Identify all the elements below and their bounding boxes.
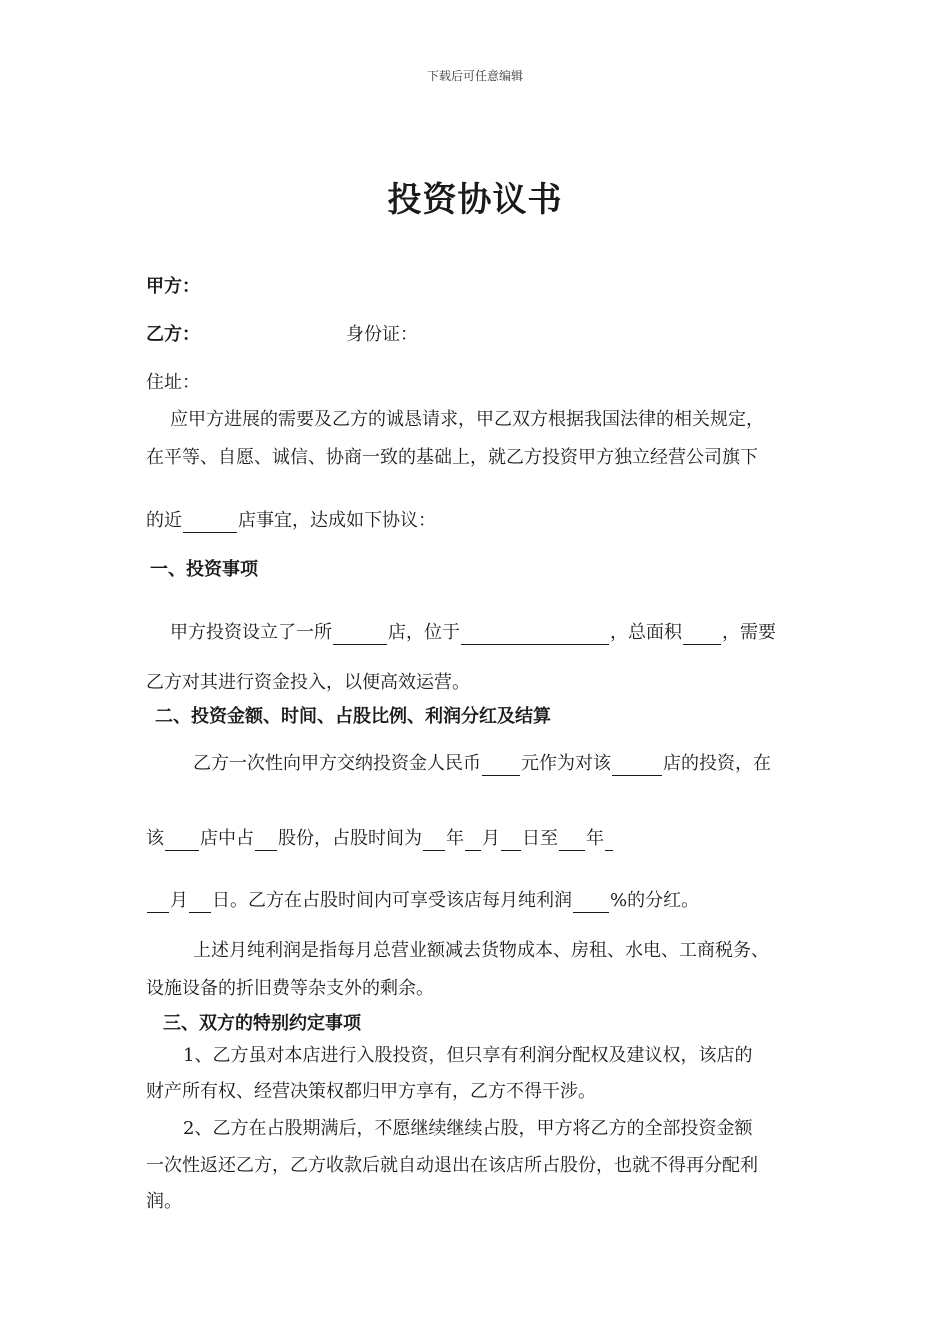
page-header: 下载后可任意编辑 [426, 69, 523, 83]
end-month-blank [147, 892, 169, 913]
section-2-line-2: 该 店中占 股份，占股时间为 年 月 日至 年 [146, 827, 614, 851]
start-day-blank [501, 830, 521, 851]
section-3-item-2-line-3: 润。 [146, 1191, 182, 1212]
section-2-line-3: 月 日。乙方在占股时间内可享受该店每月纯利润 %的分红。 [146, 889, 699, 913]
store-name-blank [333, 624, 387, 645]
document-title: 投资协议书 [387, 180, 563, 220]
section-2-heading: 二、投资金额、时间、占股比例、利润分红及结算 [155, 706, 551, 727]
area-blank [683, 624, 721, 645]
start-month-blank [465, 830, 481, 851]
section-3-heading: 三、双方的特别约定事项 [163, 1013, 361, 1034]
section-1-line-2: 乙方对其进行资金投入，以便高效运营。 [146, 672, 470, 693]
section-2-line-1: 乙方一次性向甲方交纳投资金人民币 元作为对该 店的投资，在 [193, 753, 771, 774]
section-1-heading: 一、投资事项 [150, 559, 258, 580]
intro-line-2: 在平等、自愿、诚信、协商一致的基础上，就乙方投资甲方独立经营公司旗下 [146, 447, 758, 468]
address-label: 住址： [146, 372, 200, 393]
share-blank [255, 830, 277, 851]
start-year-blank [423, 830, 445, 851]
section-2-line-5: 设施设备的折旧费等杂支外的剩余。 [146, 978, 434, 999]
trailing-blank [605, 830, 613, 851]
party-a-label: 甲方： [146, 276, 200, 297]
section-3-item-2-line-1: 2、乙方在占股期满后，不愿继续继续占股，甲方将乙方的全部投资金额 [183, 1118, 753, 1139]
id-card-label: 身份证： [346, 324, 418, 345]
section-1-line-1: 甲方投资设立了一所 店，位于 ，总面积 ，需要 [170, 622, 776, 643]
percent-blank [573, 892, 609, 913]
store-count-blank [183, 512, 237, 533]
intro-line-3: 的近 店事宜，达成如下协议： [146, 510, 436, 531]
end-day-blank [189, 892, 211, 913]
section-3-item-2-line-2: 一次性返还乙方，乙方收款后就自动退出在该店所占股份，也就不得再分配利 [146, 1155, 758, 1176]
location-blank [461, 624, 609, 645]
amount-blank [482, 755, 520, 776]
invest-store-blank [612, 755, 662, 776]
section-3-item-1-line-1: 1、乙方虽对本店进行入股投资，但只享有利润分配权及建议权，该店的 [183, 1045, 753, 1066]
intro-line-1: 应甲方进展的需要及乙方的诚恳请求，甲乙双方根据我国法律的相关规定， [170, 409, 764, 430]
section-3-item-1-line-2: 财产所有权、经营决策权都归甲方享有，乙方不得干涉。 [146, 1081, 596, 1102]
party-b-label: 乙方： [146, 324, 200, 345]
section-2-line-4: 上述月纯利润是指每月总营业额减去货物成本、房租、水电、工商税务、 [193, 940, 769, 961]
share-store-blank [165, 830, 199, 851]
end-year-blank [559, 830, 585, 851]
